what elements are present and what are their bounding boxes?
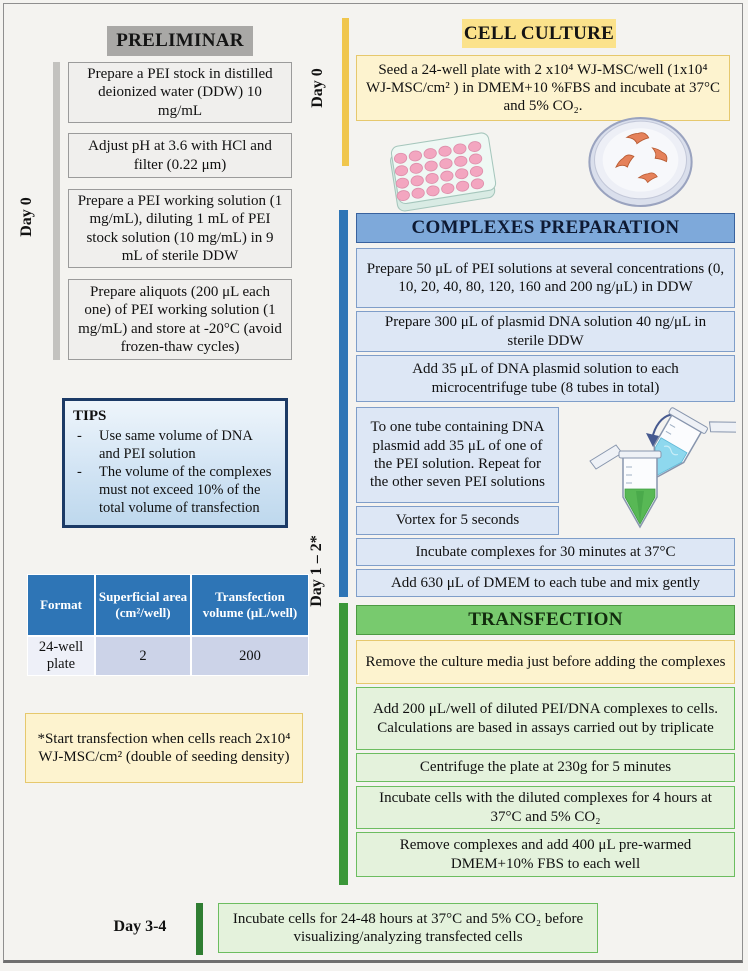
format-table [27, 574, 309, 676]
transfection-step-1: Remove the culture media just before adding the complexes [356, 640, 735, 684]
preliminar-timeline-bar [53, 62, 60, 360]
complexes-step-5: Vortex for 5 seconds [356, 506, 559, 535]
preliminar-step-3: Prepare a PEI working solution (1 mg/mL), diluting 1 mL of PEI stock solution (10 mg/mL) in 9 mL of sterile DDW [68, 189, 292, 268]
day0-left-label: Day 0 [18, 197, 35, 237]
transfection-step-3: Centrifuge the plate at 230g for 5 minutes [356, 753, 735, 782]
table-header-area: Superficial area (cm²/well) [96, 575, 190, 635]
table-cell-format: 24-well plate [28, 637, 94, 675]
transfection-step-4: Incubate cells with the diluted complexes for 4 hours at 37°C and 5% CO₂ [356, 786, 735, 829]
bullet-dash: - [77, 464, 82, 480]
transfection-timeline-bar [339, 603, 348, 885]
complexes-step-4: To one tube containing DNA plasmid add 35 μL of one of the PEI solution. Repeat for the other seven PEI solutions [356, 407, 559, 503]
tips-item-text: Use same volume of DNA and PEI solution [99, 427, 253, 462]
well-plate-icon [383, 126, 503, 214]
transfection-step-5: Remove complexes and add 400 μL pre-warmed DMEM+10% FBS to each well [356, 832, 735, 877]
complexes-step-6: Incubate complexes for 30 minutes at 37°C [356, 538, 735, 566]
microcentrifuge-tubes-icon [566, 405, 736, 537]
tips-box [62, 398, 288, 528]
day0-right-label: Day 0 [309, 68, 326, 108]
complexes-step-1: Prepare 50 μL of PEI solutions at several concentrations (0, 10, 20, 40, 80, 120, 160 and 200 ng/μL) in DDW [356, 248, 735, 308]
well-plate-icon [383, 126, 503, 214]
transfection-step-2: Add 200 μL/well of diluted PEI/DNA complexes to cells. Calculations are based in assays carried out by triplicate [356, 687, 735, 750]
tips-item [73, 463, 275, 517]
tips-title: TIPS [73, 408, 107, 424]
microcentrifuge-tubes-icon [566, 405, 736, 537]
petri-dish-icon [585, 115, 695, 207]
petri-dish-icon [585, 115, 695, 207]
table-header-volume: Transfection volume (μL/well) [192, 575, 308, 635]
day3-4-label: Day 3-4 [113, 918, 167, 935]
bullet-dash: - [77, 427, 82, 444]
cell-culture-timeline-bar [342, 18, 349, 166]
seeding-note: *Start transfection when cells reach 2x10⁴ WJ-MSC/cm² (double of seeding density) [25, 713, 303, 783]
preliminar-section-header: PRELIMINAR [107, 26, 253, 56]
complexes-step-3: Add 35 μL of DNA plasmid solution to each microcentrifuge tube (8 tubes in total) [356, 355, 735, 402]
preliminar-step-1: Prepare a PEI stock in distilled deionized water (DDW) 10 mg/mL [68, 62, 292, 123]
complexes-section-header: COMPLEXES PREPARATION [356, 213, 735, 243]
complexes-step-7: Add 630 μL of DMEM to each tube and mix gently [356, 569, 735, 597]
cell-culture-step-1: Seed a 24-well plate with 2 x10⁴ WJ-MSC/well (1x10⁴ WJ-MSC/cm² ) in DMEM+10 %FBS and incubate at 37°C and 5% CO₂. [356, 55, 730, 121]
preliminar-step-4: Prepare aliquots (200 μL each one) of PEI working solution (1 mg/mL) and store at -20°C (avoid frozen-thaw cycles) [68, 279, 292, 360]
footer-step: Incubate cells for 24-48 hours at 37°C and 5% CO₂ before visualizing/analyzing transfected cells [218, 903, 598, 953]
table-cell-volume: 200 [192, 637, 308, 675]
complexes-step-2: Prepare 300 μL of plasmid DNA solution 40 ng/μL in sterile DDW [356, 311, 735, 352]
transfection-section-header: TRANSFECTION [356, 605, 735, 635]
preliminar-step-2: Adjust pH at 3.6 with HCl and filter (0.22 μm) [68, 133, 292, 178]
table-header-format: Format [28, 575, 94, 635]
footer-timeline-bar [196, 903, 203, 955]
complexes-timeline-bar [339, 210, 348, 597]
tips-item [73, 427, 275, 463]
table-cell-area: 2 [96, 637, 190, 675]
cell-culture-section-header: CELL CULTURE [462, 19, 616, 48]
day1-2-label: Day 1 – 2* [308, 535, 325, 607]
tips-item-text: The volume of the complexes must not exceed 10% of the total volume of transfection [99, 464, 272, 517]
